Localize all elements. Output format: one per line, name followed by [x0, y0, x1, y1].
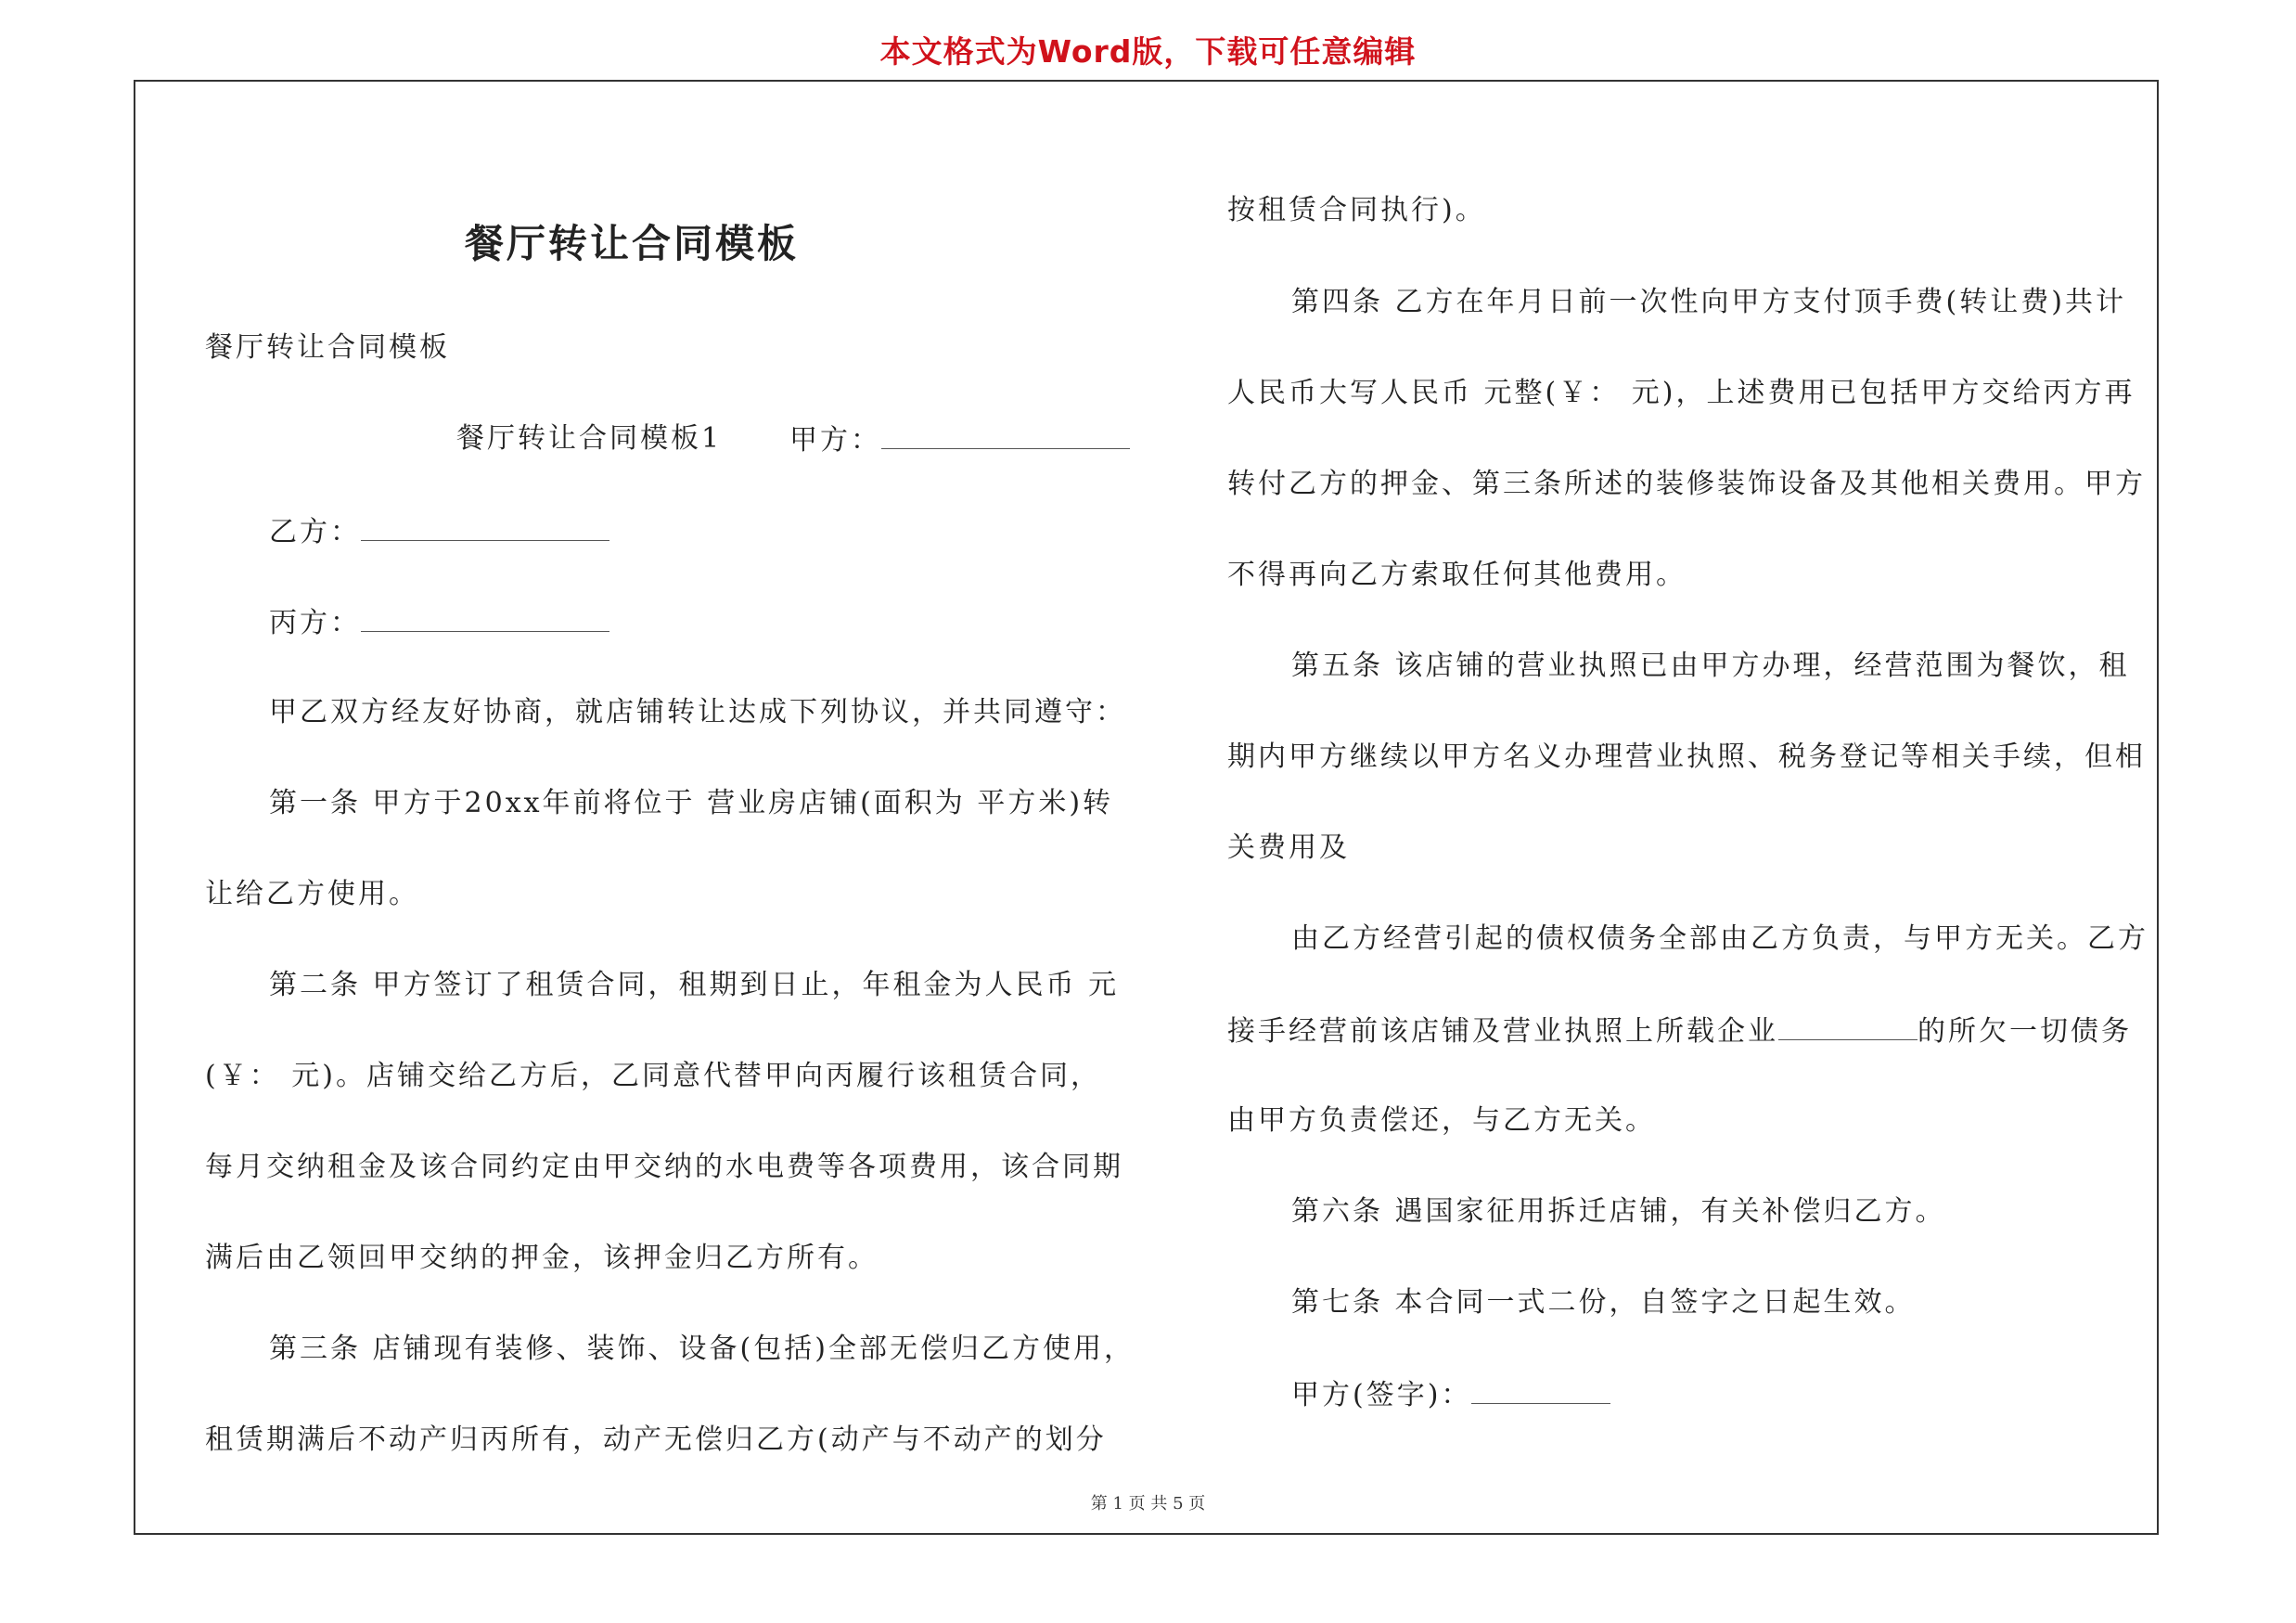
paragraph-line — [1227, 1011, 2132, 1050]
party-a-label: 甲方： — [789, 424, 881, 457]
debt-clause-end: 的所欠一切债务 — [1918, 1015, 2132, 1048]
paragraph-line: 第三条 店铺现有装修、装饰、设备(包括)全部无偿归乙方使用， — [269, 1333, 1135, 1365]
paragraph-line: 第四条 乙方在年月日前一次性向甲方支付顶手费(转让费)共计 — [1291, 286, 2126, 318]
company-name-blank — [1778, 1011, 1918, 1040]
paragraph-line: (￥： 元)。店铺交给乙方后，乙同意代替甲向丙履行该租赁合同， — [205, 1060, 1101, 1092]
paragraph-line: 第六条 遇国家征用拆迁店铺，有关补偿归乙方。 — [1291, 1195, 1946, 1228]
debt-clause-start: 接手经营前该店铺及营业执照上所载企业 — [1227, 1015, 1778, 1048]
paragraph-line: 人民币大写人民币 元整(￥： 元)，上述费用已包括甲方交给丙方再 — [1227, 377, 2136, 409]
paragraph-line: 不得再向乙方索取任何其他费用。 — [1227, 559, 1687, 591]
party-a-signature-label: 甲方(签字)： — [1291, 1379, 1472, 1411]
paragraph-line: 由乙方经营引起的债权债务全部由乙方负责，与甲方无关。乙方 — [1291, 922, 2148, 955]
party-a-signature-blank — [1471, 1375, 1610, 1404]
paragraph-line: 关费用及 — [1227, 831, 1350, 864]
party-b-line — [269, 512, 609, 551]
paragraph-line: 期内甲方继续以甲方名义办理营业执照、税务登记等相关手续，但相 — [1227, 741, 2146, 773]
paragraph-line: 第七条 本合同一式二份，自签字之日起生效。 — [1291, 1286, 1916, 1319]
document-subtitle: 餐厅转让合同模板 — [205, 331, 450, 364]
paragraph-line: 甲乙双方经友好协商，就店铺转让达成下列协议，并共同遵守： — [269, 696, 1126, 728]
party-c-line — [269, 603, 609, 642]
signature-line — [1291, 1375, 1610, 1414]
party-b-label: 乙方： — [269, 516, 361, 548]
paragraph-line: 让给乙方使用。 — [205, 878, 419, 910]
paragraph-line: 租赁期满后不动产归丙所有，动产无偿归乙方(动产与不动产的划分 — [205, 1423, 1107, 1456]
word-format-banner: 本文格式为Word版，下载可任意编辑 — [879, 33, 1417, 70]
party-c-label: 丙方： — [269, 607, 361, 639]
party-b-blank — [361, 512, 609, 541]
party-c-blank — [361, 603, 609, 632]
paragraph-line: 由甲方负责偿还，与乙方无关。 — [1227, 1104, 1656, 1137]
template-heading: 餐厅转让合同模板1 — [456, 422, 723, 455]
paragraph-line: 第二条 甲方签订了租赁合同，租期到日止，年租金为人民币 元 — [269, 969, 1120, 1001]
paragraph-line: 满后由乙领回甲交纳的押金，该押金归乙方所有。 — [205, 1242, 879, 1274]
party-a-blank — [881, 420, 1130, 449]
paragraph-line: 每月交纳租金及该合同约定由甲交纳的水电费等各项费用，该合同期 — [205, 1151, 1123, 1183]
paragraph-line: 第五条 该店铺的营业执照已由甲方办理，经营范围为餐饮，租 — [1291, 650, 2130, 682]
page-footer: 第 1 页 共 5 页 — [1090, 1494, 1206, 1514]
paragraph-line: 按租赁合同执行)。 — [1227, 194, 1486, 226]
paragraph-line: 转付乙方的押金、第三条所述的装修装饰设备及其他相关费用。甲方 — [1227, 468, 2146, 500]
paragraph-line: 第一条 甲方于20xx年前将位于 营业房店铺(面积为 平方米)转 — [269, 787, 1114, 819]
party-a-line — [789, 420, 1130, 459]
document-title: 餐厅转让合同模板 — [465, 221, 800, 266]
